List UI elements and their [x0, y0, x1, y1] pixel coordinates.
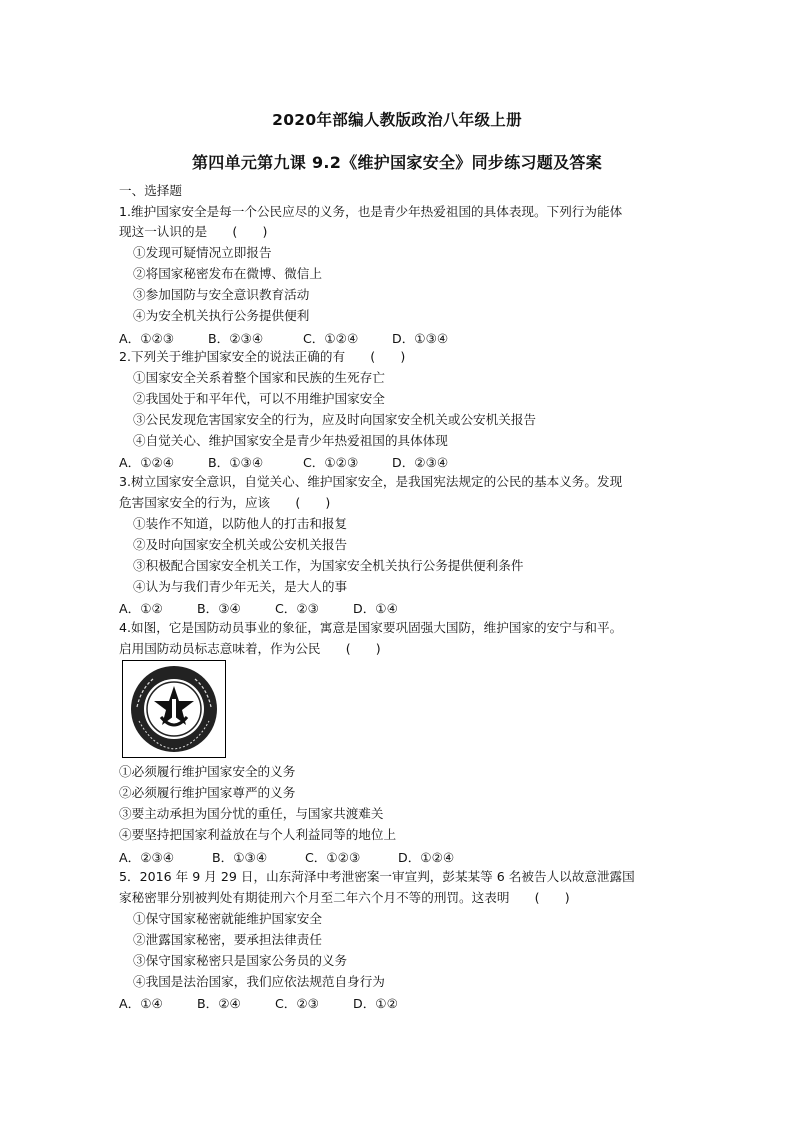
section-heading: 一、选择题	[119, 183, 182, 198]
answer-choice: C．①②④	[303, 331, 359, 346]
answer-choice: D．①④	[353, 601, 398, 616]
question-3-stem-line-2: 危害国家安全的行为，应该 ( )	[119, 495, 331, 510]
answer-choice: A．②③④	[119, 850, 175, 865]
question-4-option-1: ①必须履行维护国家安全的义务	[119, 764, 296, 779]
answer-choice: C．②③	[275, 601, 319, 616]
document-title: 2020年部编人教版政治八年级上册	[272, 111, 522, 129]
answer-choice: A．①④	[119, 996, 163, 1011]
question-4-answers	[119, 847, 454, 866]
question-3-answers	[119, 598, 398, 617]
answer-choice: B．③④	[197, 601, 241, 616]
question-2-stem-line-1: 2.下列关于维护国家安全的说法正确的有 ( )	[119, 349, 406, 364]
answer-choice: D．①②	[353, 996, 398, 1011]
question-1-option-3: ③参加国防与安全意识教育活动	[133, 287, 310, 302]
answer-choice: B．②③④	[208, 331, 264, 346]
question-5-option-3: ③保守国家秘密只是国家公务员的义务	[133, 953, 348, 968]
question-2-option-3: ③公民发现危害国家安全的行为，应及时向国家安全机关或公安机关报告	[133, 412, 536, 427]
question-4-option-3: ③要主动承担为国分忧的重任，与国家共渡难关	[119, 806, 384, 821]
question-2-option-4: ④自觉关心、维护国家安全是青少年热爱祖国的具体体现	[133, 433, 448, 448]
question-1-option-2: ②将国家秘密发布在微博、微信上	[133, 266, 322, 281]
question-2-option-2: ②我国处于和平年代，可以不用维护国家安全	[133, 391, 385, 406]
question-5-stem-line-1: 5．2016 年 9 月 29 日，山东菏泽中考泄密案一审宣判，彭某某等 6 名被告人以故意泄露国	[119, 869, 635, 884]
question-5-answers	[119, 993, 398, 1012]
question-5-option-1: ①保守国家秘密就能维护国家安全	[133, 911, 322, 926]
emblem-icon	[123, 661, 225, 757]
answer-choice: C．①②③	[305, 850, 361, 865]
answer-choice: D．①②④	[398, 850, 455, 865]
question-5-option-2: ②泄露国家秘密，要承担法律责任	[133, 932, 322, 947]
answer-choice: C．①②③	[303, 455, 359, 470]
question-1-stem-line-2: 现这一认识的是 ( )	[119, 224, 268, 239]
answer-choice: A．①②	[119, 601, 163, 616]
national-defense-mobilization-emblem	[122, 660, 226, 758]
answer-choice: B．②④	[197, 996, 241, 1011]
answer-choice: D．②③④	[392, 455, 449, 470]
question-2-option-1: ①国家安全关系着整个国家和民族的生死存亡	[133, 370, 385, 385]
question-3-option-3: ③积极配合国家安全机关工作，为国家安全机关执行公务提供便利条件	[133, 558, 524, 573]
question-4-option-4: ④要坚持把国家利益放在与个人利益同等的地位上	[119, 827, 397, 842]
question-1-option-1: ①发现可疑情况立即报告	[133, 245, 272, 260]
question-1-answers	[119, 328, 448, 347]
question-2-answers	[119, 452, 448, 471]
question-4-option-2: ②必须履行维护国家尊严的义务	[119, 785, 296, 800]
question-1-option-4: ④为安全机关执行公务提供便利	[133, 308, 310, 323]
answer-choice: D．①③④	[392, 331, 449, 346]
question-4-stem-line-2: 启用国防动员标志意味着，作为公民 ( )	[119, 641, 381, 656]
question-3-option-1: ①装作不知道，以防他人的打击和报复	[133, 516, 348, 531]
answer-choice: A．①②④	[119, 455, 175, 470]
answer-choice: B．①③④	[212, 850, 268, 865]
question-1-stem-line-1: 1.维护国家安全是每一个公民应尽的义务，也是青少年热爱祖国的具体表现。下列行为能体	[119, 204, 623, 219]
question-5-stem-line-2: 家秘密罪分别被判处有期徒刑六个月至二年六个月不等的刑罚。这表明 ( )	[119, 890, 570, 905]
question-4-stem-line-1: 4.如图，它是国防动员事业的象征，寓意是国家要巩固强大国防，维护国家的安宁与和平。	[119, 620, 623, 635]
question-5-option-4: ④我国是法治国家，我们应依法规范自身行为	[133, 974, 385, 989]
answer-choice: A．①②③	[119, 331, 175, 346]
document-subtitle: 第四单元第九课 9.2《维护国家安全》同步练习题及答案	[191, 153, 602, 172]
answer-choice: C．②③	[275, 996, 319, 1011]
question-3-stem-line-1: 3.树立国家安全意识，自觉关心、维护国家安全，是我国宪法规定的公民的基本义务。发现	[119, 474, 623, 489]
answer-choice: B．①③④	[208, 455, 264, 470]
question-3-option-4: ④认为与我们青少年无关，是大人的事	[133, 579, 348, 594]
question-3-option-2: ②及时向国家安全机关或公安机关报告	[133, 537, 348, 552]
